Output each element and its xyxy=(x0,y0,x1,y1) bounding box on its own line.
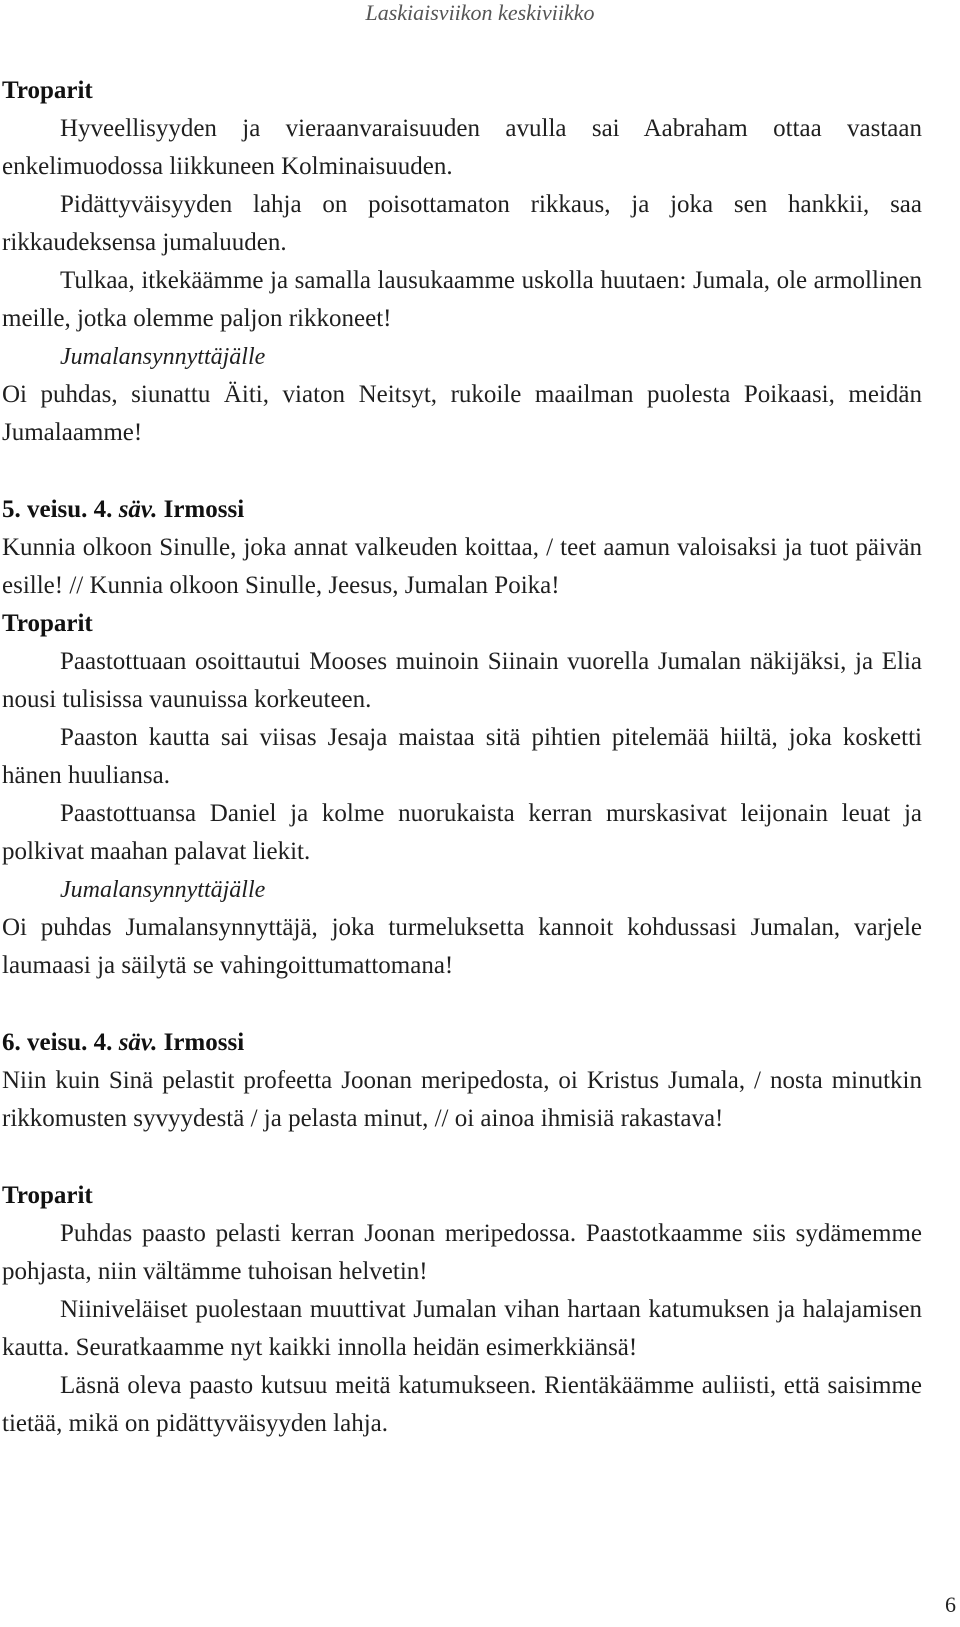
paragraph: Paastottuansa Daniel ja kolme nuorukaista kerran murskasivat leijonain leuat ja polkivat maahan palavat liekit. xyxy=(2,800,922,865)
section-heading: Troparit xyxy=(2,610,93,637)
paragraph: Paastottuaan osoittautui Mooses muinoin Siinain vuorella Jumalan näkijäksi, ja Elia nousi tulisissa vaunuissa korkeuteen. xyxy=(2,648,922,713)
section-heading: Troparit xyxy=(2,77,93,104)
ode-number: 5. veisu. 4. xyxy=(2,496,119,523)
section-heading xyxy=(2,491,922,529)
irmos-label: Irmossi xyxy=(157,496,245,523)
section-troparit-2 xyxy=(2,605,922,985)
theotokion-marker: Jumalansynnyttäjälle xyxy=(60,877,266,903)
section-troparit-1 xyxy=(2,72,922,452)
paragraph: Pidättyväisyyden lahja on poisottamaton rikkaus, ja joka sen hankkii, saa rikkaudeksensa jumaluuden. xyxy=(2,191,922,256)
theotokion-marker: Jumalansynnyttäjälle xyxy=(60,344,266,370)
paragraph: Hyveellisyyden ja vieraanvaraisuuden avulla sai Aabraham ottaa vastaan enkelimuodossa liikkuneen Kolminaisuuden. xyxy=(2,115,922,180)
running-header-title: Laskiaisviikon keskiviikko xyxy=(365,0,595,25)
page-number: 6 xyxy=(945,1592,956,1617)
paragraph: Tulkaa, itkekäämme ja samalla lausukaamme uskolla huutaen: Jumala, ole armollinen meille, jotka olemme paljon rikkoneet! xyxy=(2,267,922,332)
section-heading xyxy=(2,1024,922,1062)
section-troparit-3 xyxy=(2,1177,922,1443)
ode-number: 6. veisu. 4. xyxy=(2,1029,119,1056)
paragraph: Puhdas paasto pelasti kerran Joonan meripedossa. Paastotkaamme siis sydämemme pohjasta, niin vältämme tuhoisan helvetin! xyxy=(2,1220,922,1285)
tone-abbreviation: säv. xyxy=(118,1029,158,1056)
tone-abbreviation: säv. xyxy=(118,496,158,523)
section-heading: Troparit xyxy=(2,1182,93,1209)
paragraph: Oi puhdas, siunattu Äiti, viaton Neitsyt, rukoile maailman puolesta Poikaasi, meidän Jumalaamme! xyxy=(2,381,922,446)
paragraph: Kunnia olkoon Sinulle, joka annat valkeuden koittaa, / teet aamun valoisaksi ja tuot päivän esille! // Kunnia olkoon Sinulle, Jeesus, Jumalan Poika! xyxy=(2,534,922,599)
section-ode-6-irmos xyxy=(2,1024,922,1138)
paragraph: Paaston kautta sai viisas Jesaja maistaa sitä pihtien pitelemää hiiltä, joka kosketti hänen huuliansa. xyxy=(2,724,922,789)
section-ode-5-irmos xyxy=(2,491,922,605)
irmos-label: Irmossi xyxy=(157,1029,245,1056)
paragraph: Oi puhdas Jumalansynnyttäjä, joka turmeluksetta kannoit kohdussasi Jumalan, varjele laumaasi ja säilytä se vahingoittumattomana! xyxy=(2,914,922,979)
paragraph: Niin kuin Sinä pelastit profeetta Joonan meripedosta, oi Kristus Jumala, / nosta minutkin rikkomusten syvyydestä / ja pelasta minut, // oi ainoa ihmisiä rakastava! xyxy=(2,1067,922,1132)
paragraph: Niiniveläiset puolestaan muuttivat Jumalan vihan hartaan katumuksen ja halajamisen kautta. Seuratkaamme nyt kaikki innolla heidän esimerkkiänsä! xyxy=(2,1296,922,1361)
paragraph: Läsnä oleva paasto kutsuu meitä katumukseen. Rientäkäämme auliisti, että saisimme tietää, mikä on pidättyväisyyden lahja. xyxy=(2,1372,922,1437)
document-body xyxy=(2,72,922,1443)
